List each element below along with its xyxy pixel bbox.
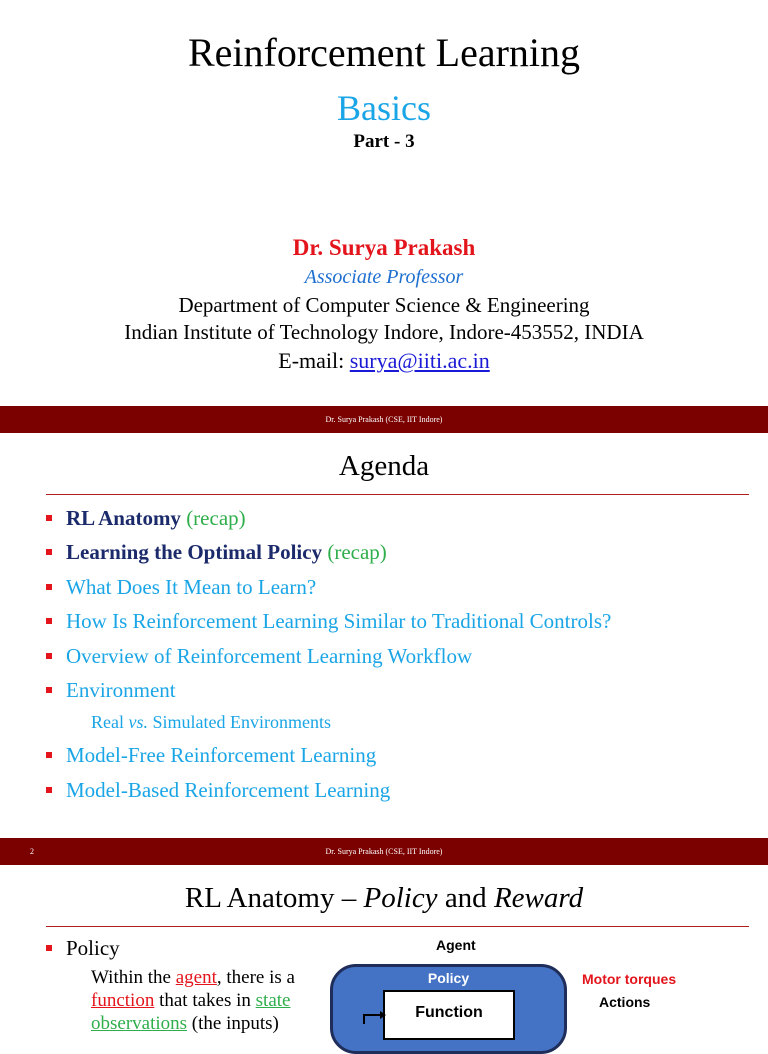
text-fragment: Within the [91,967,176,988]
subitem-vs: vs. [128,712,148,732]
recap-note: (recap) [186,506,246,530]
author-role: Associate Professor [304,266,464,288]
motor-torques-label: Motor torques [582,971,677,987]
title-divider [46,926,749,927]
bullet-icon [46,787,52,793]
author-name: Dr. Surya Prakash [292,235,476,260]
title-policy: Policy [363,882,438,914]
agenda-item-label: RL Anatomy [66,506,181,530]
title-part: RL Anatomy – [184,882,364,914]
institute: Indian Institute of Technology Indore, Indore-453552, INDIA [124,320,644,344]
policy-text-line [91,989,290,1012]
bullet-icon [46,687,52,693]
slide-number: 2 [30,847,34,856]
agenda-title: Agenda [338,450,430,482]
slide-title [0,879,768,917]
bullet-label: Policy [66,936,120,960]
slide-footer-band [0,406,768,433]
agenda-subitem [91,710,331,734]
function-label: Function [415,1004,483,1021]
agenda-item-label: Overview of Reinforcement Learning Workflow [66,644,473,668]
email-label: E-mail: [278,348,350,373]
title-part: and [437,882,494,914]
bullet-icon [46,618,52,624]
text-fragment: (the inputs) [187,1013,279,1034]
agent-label: Agent [436,937,476,953]
text-fragment: , there is a [216,967,295,988]
agenda-item-label: Environment [66,678,176,702]
agenda-item-label: What Does It Mean to Learn? [66,575,317,599]
policy-text-line [91,966,295,989]
recap-note: (recap) [327,540,387,564]
department: Department of Computer Science & Engineering [178,293,590,317]
bullet-icon [46,752,52,758]
input-arrow-icon [360,1008,390,1024]
agenda-item-label: How Is Reinforcement Learning Similar to Traditional Controls? [66,609,612,633]
bullet-icon [46,945,52,951]
title-reward: Reward [493,882,584,914]
email-link[interactable]: surya@iiti.ac.in [349,348,490,373]
term-observations: observations [91,1013,188,1034]
slide-footer-band [0,838,768,865]
bullet-icon [46,549,52,555]
footer-text: Dr. Surya Prakash (CSE, IIT Indore) [325,847,443,856]
term-function: function [91,990,155,1011]
email-line [0,347,768,375]
subitem-pre: Real [91,712,129,732]
text-fragment: that takes in [154,990,256,1011]
subitem-post: Simulated Environments [148,712,331,732]
bullet-icon [46,653,52,659]
term-agent: agent [175,967,217,988]
term-state: state [255,990,291,1011]
title: Reinforcement Learning [187,30,581,75]
agenda-item-label: Model-Based Reinforcement Learning [66,778,391,802]
title-divider [46,494,749,495]
agenda-item-label: Model-Free Reinforcement Learning [66,743,377,767]
bullet-icon [46,584,52,590]
agenda-item-label: Learning the Optimal Policy [66,540,323,564]
footer-text: Dr. Surya Prakash (CSE, IIT Indore) [325,415,443,424]
subtitle: Basics [337,88,431,128]
bullet-icon [46,515,52,521]
actions-label: Actions [599,994,651,1010]
policy-label: Policy [427,970,470,986]
policy-bullet [46,934,120,962]
part-label: Part - 3 [353,131,415,152]
